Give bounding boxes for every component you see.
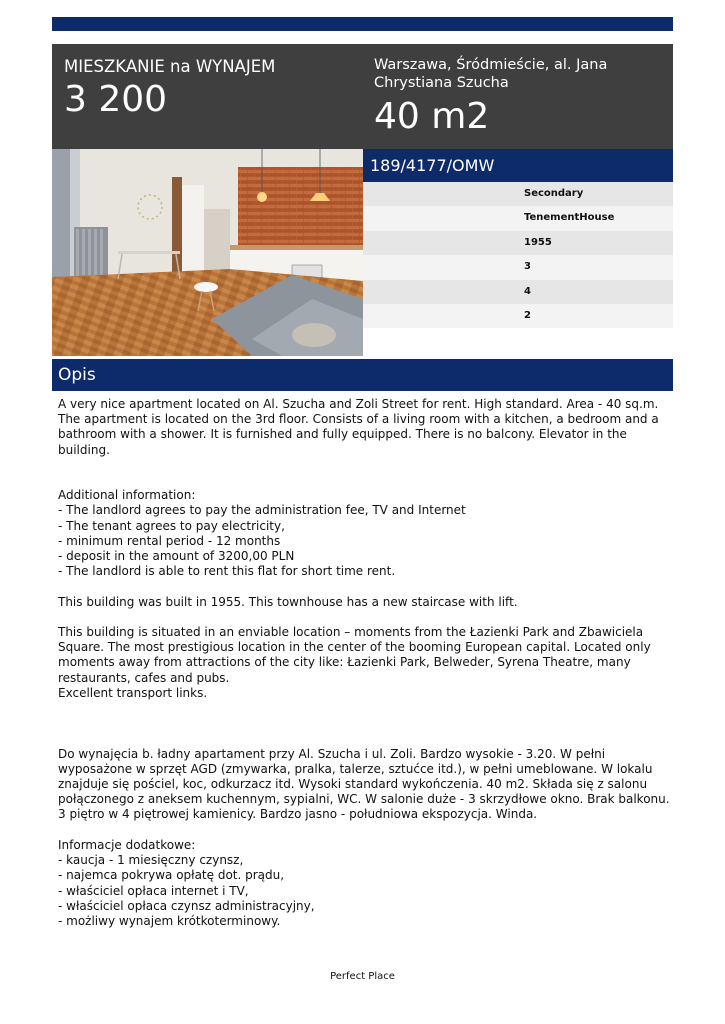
attribute-rooms: 2: [363, 304, 673, 328]
apartment-photo-illustration: [52, 149, 363, 356]
attributes-table: [363, 182, 673, 328]
description-text: A very nice apartment located on Al. Szucha and Zoli Street for rent. High standard. Area - 40 sq.m. The apartment is located on the 3rd floor. Consists of a living room with a kitchen, a bedroom and a bathroom with a shower. It is furnished and fully equipped. There is no balcony. Elevator in the building. Additional information: - The landlord agrees to pay the administration fee, TV and Internet - The tenant agrees to pay electricity, - minimum rental period - 12 months - deposit in the amount of 3200,00 PLN - The landlord is able to rent this flat for short time rent. This building was built in 1955. This townhouse has a new staircase with lift. This building is situated in an enviable location – moments from the Łazienki Park and Zbawiciela Square. The most prestigious location in the center of the booming European capital. Located only moments away from attractions of the city like: Łazienki Park, Belweder, Syrena Theatre, many restaurants, cafes and pubs. Excellent transport links. Do wynajęcia b. ładny apartament przy Al. Szucha i ul. Zoli. Bardzo wysokie - 3.20. W pełni wyposażone w sprzęt AGD (zmywarka, pralka, talerze, sztućce itd.), w pełni umeblowane. W lokalu znajduje się pościel, koc, odkurzacz itd. Wysoki standard wykończenia. 40 m2. Składa się z salonu połączonego z aneksem kuchennym, sypialni, WC. W salonie duże - 3 skrzydłowe okno. Brak balkonu. 3 piętro w 4 piętrowej kamienicy. Bardzo jasno - południowa ekspozycja. Winda. Informacje dodatkowe: - kaucja - 1 miesięczny czynsz, - najemca pokrywa opłatę dot. prądu, - właściciel opłaca internet i TV, - właściciel opłaca czynsz administracyjny, - możliwy wynajem krótkoterminowy.: [58, 397, 670, 928]
header-right: [374, 56, 664, 137]
attribute-floor: 3: [363, 255, 673, 279]
reference-number: 189/4177/OMW: [363, 149, 673, 182]
listing-price: 3 200: [64, 79, 168, 120]
section-title-description: Opis: [52, 359, 673, 391]
top-accent-bar: [52, 17, 673, 31]
listing-header: [52, 44, 673, 149]
listing-area: 40 m2: [374, 96, 490, 137]
attribute-market: Secondary: [363, 182, 673, 206]
header-left: [64, 56, 354, 120]
attribute-building-type: TenementHouse: [363, 206, 673, 230]
listing-location: Warszawa, Śródmieście, al. Jana Chrystiana Szucha: [374, 57, 608, 91]
apartment-photo: [52, 149, 363, 356]
attribute-build-year: 1955: [363, 231, 673, 255]
footer-agency: Perfect Place: [330, 971, 395, 982]
attribute-total-floors: 4: [363, 280, 673, 304]
listing-type: MIESZKANIE na WYNAJEM: [64, 57, 276, 76]
